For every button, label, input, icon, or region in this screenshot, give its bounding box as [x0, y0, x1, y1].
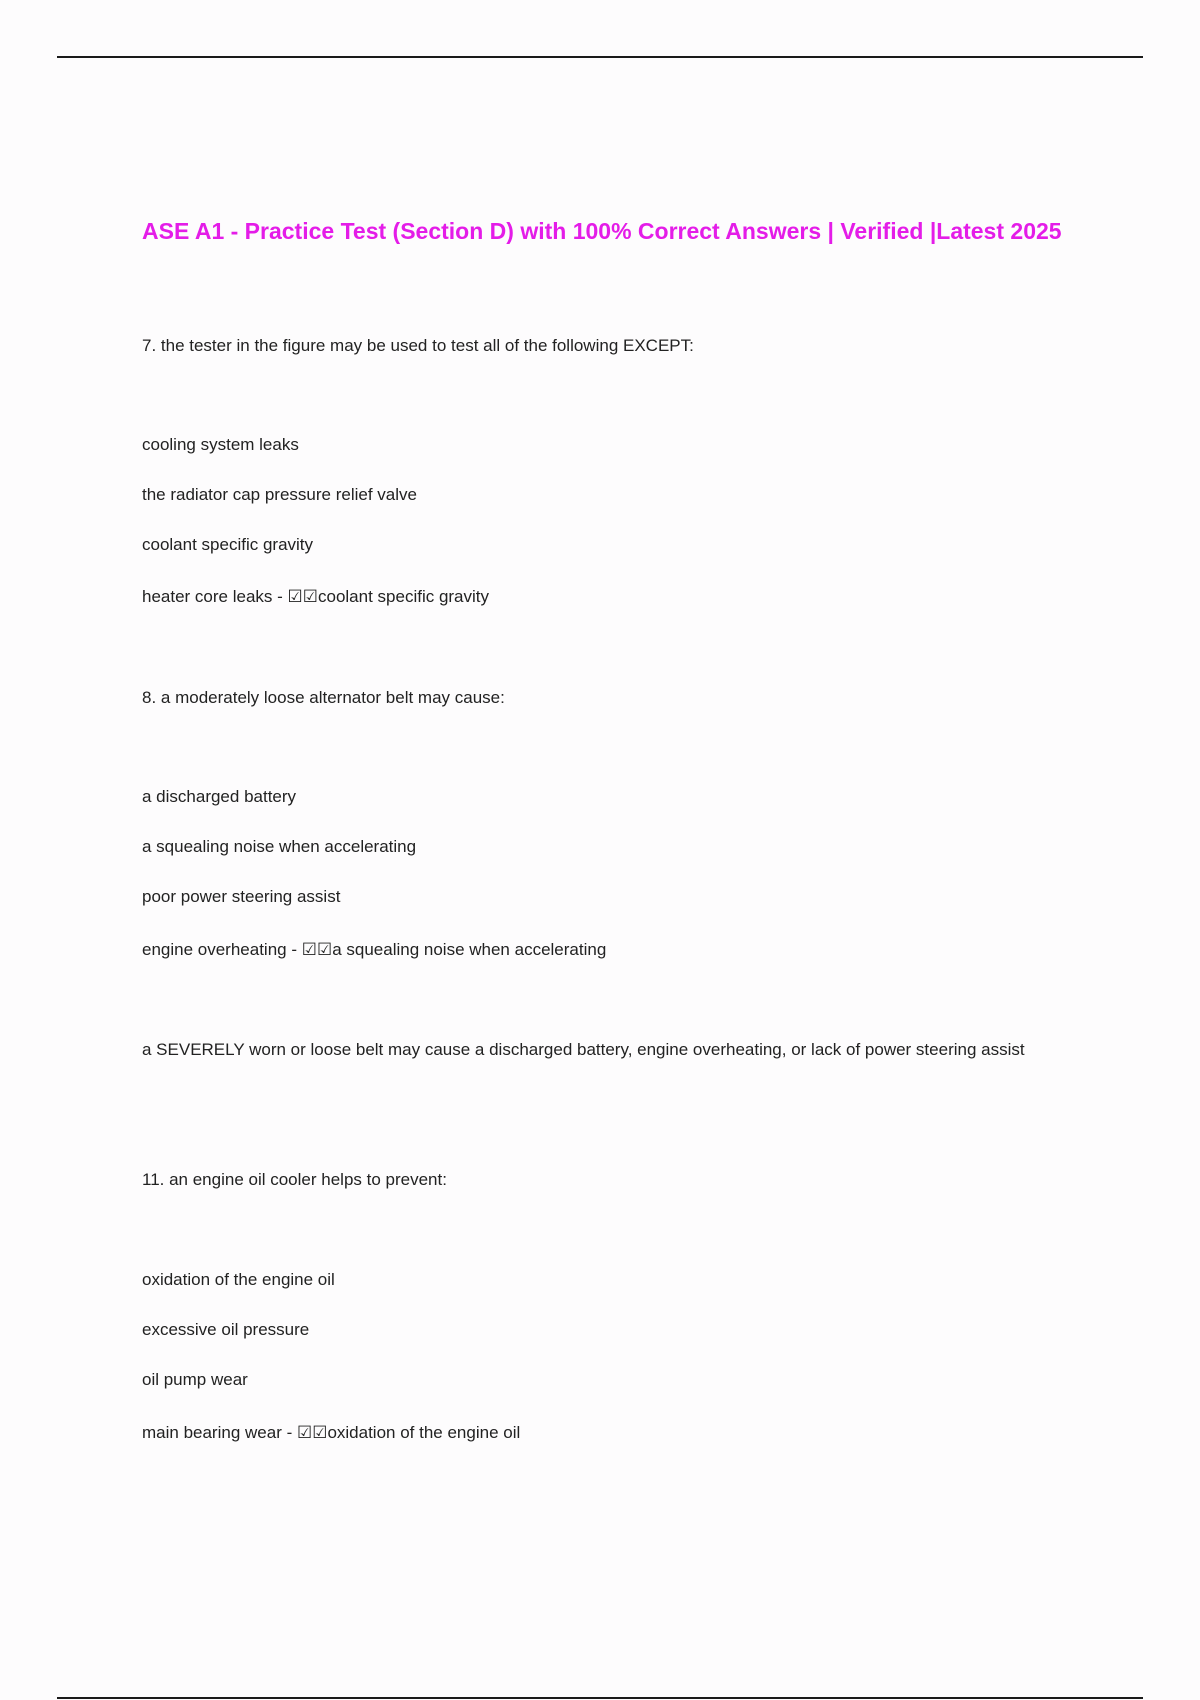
- document-title: ASE A1 - Practice Test (Section D) with 100% Correct Answers | Verified |Latest 2025: [142, 218, 1062, 244]
- question-11-answer: main bearing wear - ☑☑oxidation of the engine oil: [142, 1423, 521, 1442]
- header-rule: [57, 56, 1143, 58]
- question-8-option-3: poor power steering assist: [142, 887, 341, 906]
- question-8-answer: engine overheating - ☑☑a squealing noise when accelerating: [142, 940, 607, 959]
- question-11-option-1: oxidation of the engine oil: [142, 1270, 335, 1289]
- question-8-note: a SEVERELY worn or loose belt may cause a discharged battery, engine overheating, or lack of power steering assist: [142, 1040, 1025, 1059]
- question-7-answer: heater core leaks - ☑☑coolant specific gravity: [142, 587, 490, 606]
- question-7-option-3: coolant specific gravity: [142, 535, 314, 554]
- question-11-option-3: oil pump wear: [142, 1370, 248, 1389]
- question-11-option-2: excessive oil pressure: [142, 1320, 310, 1339]
- footer-rule: [57, 1697, 1143, 1699]
- question-8-prompt: 8. a moderately loose alternator belt may cause:: [142, 688, 505, 707]
- question-8-option-1: a discharged battery: [142, 787, 297, 806]
- question-7-prompt: 7. the tester in the figure may be used to test all of the following EXCEPT:: [142, 336, 694, 355]
- question-8-option-2: a squealing noise when accelerating: [142, 837, 417, 856]
- question-7-option-2: the radiator cap pressure relief valve: [142, 485, 417, 504]
- question-11-prompt: 11. an engine oil cooler helps to prevent:: [142, 1170, 447, 1189]
- question-7-option-1: cooling system leaks: [142, 435, 299, 454]
